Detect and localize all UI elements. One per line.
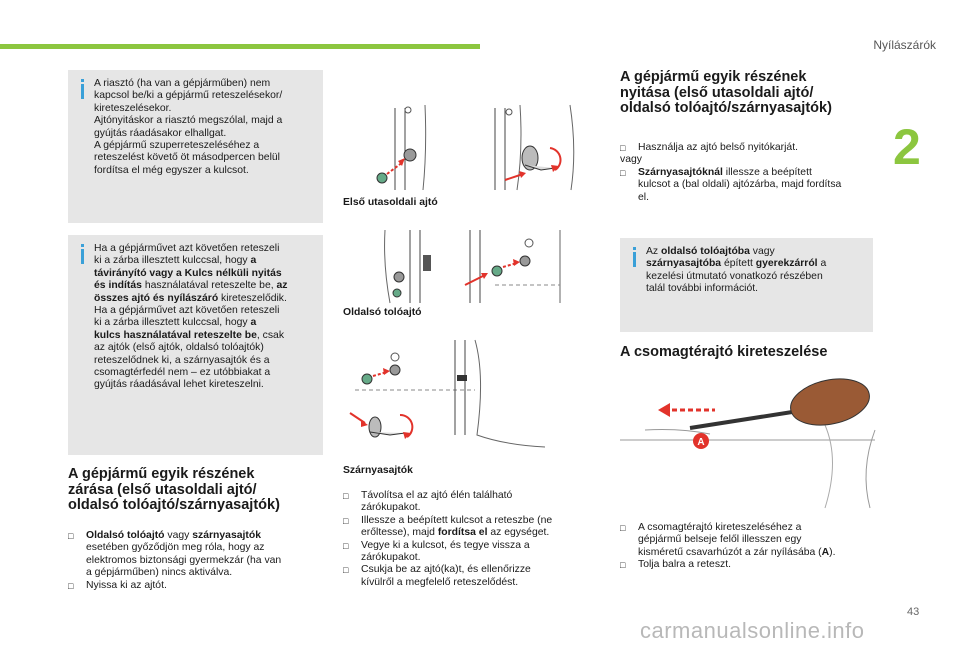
- tailgate-steps: [620, 522, 880, 572]
- info-line: kireteszelésekor.: [94, 102, 172, 114]
- list-item: □ Nyissa ki az ajtót.: [68, 579, 167, 591]
- info-line: Az oldalsó tolóajtóba vagy: [646, 246, 775, 257]
- info-line: reteszelődnek ki, a szárnyasajtók és a: [94, 354, 270, 366]
- info-line: Ha a gépjárművet azt követően reteszeli: [94, 305, 280, 317]
- bullet-marker-icon: □: [620, 167, 626, 178]
- info-line: gyújtás ráadásával lehet kireteszelni.: [94, 379, 264, 391]
- list-item: □ A csomagtérajtó kireteszeléséhez a gépjármű belseje felől illesszen egy kisméretű csavarhúzót a zár nyílásába (A).: [620, 522, 836, 558]
- opening-steps: [620, 142, 880, 204]
- top-accent-bar: [0, 44, 480, 49]
- info-line: az ajtók (első ajtók, oldalsó tolóajtók): [94, 342, 264, 354]
- info-line: fordítsa el még egyszer a kulcsot.: [94, 164, 249, 176]
- info-line: A gépjármű szuperreteszeléséhez a: [94, 140, 260, 152]
- front-passenger-door-illustration: [345, 100, 585, 195]
- info-line: csomagtérfedél nem – ez utóbbiakat a: [94, 367, 271, 379]
- info-line: talál további információt.: [646, 283, 759, 295]
- list-item: □ Szárnyasajtóknál illessze a beépített kulcsot a (bal oldali) ajtózárba, majd fordítsa el.: [620, 166, 842, 203]
- locking-steps: [343, 490, 593, 589]
- bullet-marker-icon: □: [343, 515, 349, 526]
- figure-caption: Első utasoldali ajtó: [343, 197, 438, 208]
- info-line: A riasztó (ha van a gépjárműben) nem: [94, 78, 271, 89]
- list-item: □ Távolítsa el az ajtó élén található zárókupakot.: [343, 490, 513, 514]
- info-icon: [78, 244, 87, 264]
- info-line: kulcs használatával reteszelte be, csak: [94, 329, 285, 341]
- info-icon: [630, 247, 639, 267]
- watermark: carmanualsonline.info: [640, 618, 865, 643]
- heading-closing: A gépjármű egyik részének zárása (első utasoldali ajtó/ oldalsó tolóajtó/szárnyasajtók): [68, 466, 280, 513]
- list-item: □ Oldalsó tolóajtó vagy szárnyasajtók esetében győződjön meg róla, hogy az elektromos biztonsági gyermekzár (ha van a gépjárműben) nincs aktiválva.: [68, 530, 282, 579]
- chapter-number: 2: [893, 119, 921, 175]
- info-line: kapcsol be/ki a gépjármű reteszelésekor/: [94, 90, 283, 102]
- list-item: □ Tolja balra a reteszt.: [620, 559, 731, 571]
- info-line: összes ajtó és nyílászáró kireteszelődik.: [94, 292, 287, 304]
- tailgate-screwdriver-illustration: [620, 370, 880, 510]
- info-line: Ajtónyitáskor a riasztó megszólal, majd a: [94, 115, 283, 127]
- list-item: □ Használja az ajtó belső nyitókarját.: [620, 142, 798, 153]
- or-text: vagy: [620, 154, 642, 166]
- info-line: ki a zárba illesztett kulccsal, hogy a: [94, 255, 257, 267]
- section-title: Nyílászárók: [873, 38, 936, 52]
- bullet-marker-icon: □: [343, 540, 349, 551]
- bullet-marker-icon: □: [343, 491, 349, 501]
- figure-caption: Szárnyasajtók: [343, 465, 413, 476]
- bullet-marker-icon: □: [68, 580, 74, 591]
- info-line: és indítás használatával reteszelte be, az: [94, 280, 288, 292]
- info-line: gyújtás ráadásakor elhallgat.: [94, 127, 227, 139]
- info-line: reteszelést követő öt másodpercen belül: [94, 152, 280, 164]
- heading-tailgate: A csomagtérajtó kireteszelése: [620, 344, 828, 360]
- list-item: □ Csukja be az ajtó(ka)t, és ellenőrizze kívülről a megfelelő reteszelődést.: [343, 564, 531, 588]
- list-item: □ Vegye ki a kulcsot, és tegye vissza a zárókupakot.: [343, 539, 530, 564]
- bullet-marker-icon: □: [620, 560, 626, 571]
- wing-doors-illustration: [345, 335, 585, 455]
- bullet-marker-icon: □: [343, 565, 349, 576]
- info-box-alarm: [68, 70, 323, 223]
- info-line: távirányító vagy a Kulcs nélküli nyitás: [94, 267, 282, 279]
- info-box-unlock: [68, 235, 323, 455]
- info-line: kezelési útmutató vonatkozó részében: [646, 270, 823, 282]
- info-box-child-lock: [620, 238, 873, 332]
- info-icon: [78, 79, 87, 99]
- list-item: □ Illessze a beépített kulcsot a reteszbe (ne erőltesse), majd fordítsa el az egységet.: [343, 514, 553, 539]
- label-a-text: A: [697, 437, 705, 448]
- sliding-door-illustration: [345, 225, 585, 305]
- info-line: szárnyasajtóba épített gyerekzárról a: [646, 258, 827, 270]
- info-line: Ha a gépjárművet azt követően reteszeli: [94, 243, 280, 254]
- bullet-marker-icon: □: [620, 523, 626, 533]
- figure-caption: Oldalsó tolóajtó: [343, 307, 422, 318]
- bullet-marker-icon: □: [68, 531, 74, 541]
- info-line: ki a zárba illesztett kulccsal, hogy a: [94, 317, 257, 329]
- page-number: 43: [907, 606, 920, 618]
- closing-steps: [68, 530, 328, 592]
- heading-opening: A gépjármű egyik részének nyitása (első utasoldali ajtó/ oldalsó tolóajtó/szárnyasajtók): [620, 69, 832, 116]
- bullet-marker-icon: □: [620, 143, 626, 153]
